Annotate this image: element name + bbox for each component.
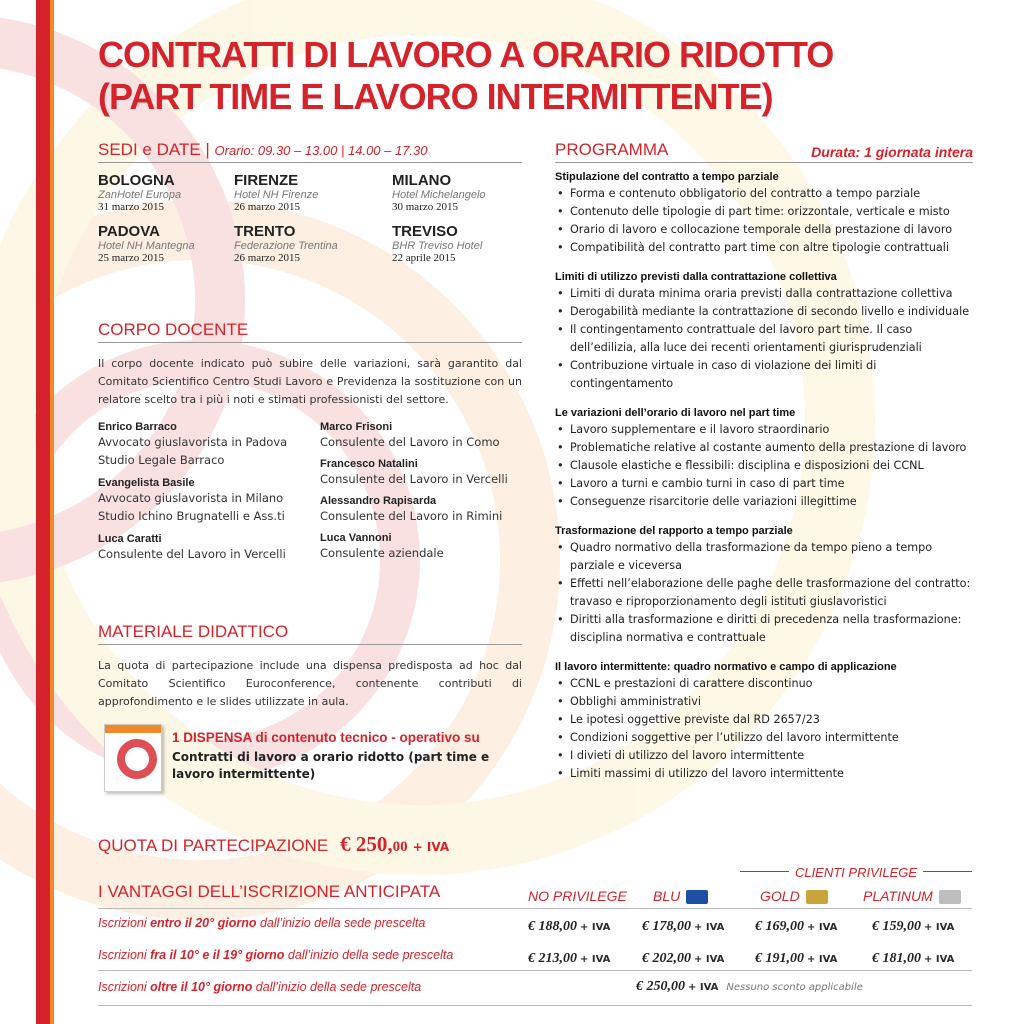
dispensa-desc: Contratti di lavoro a orario ridotto (part time e lavoro intermittente) bbox=[172, 750, 490, 781]
sede-city: MILANO bbox=[392, 172, 452, 189]
programma-item: • Clausole elastiche e flessibili: disciplina e disposizioni dei CCNL bbox=[555, 457, 973, 475]
programma-item: • Problematiche relative al costante aumento della prestazione di lavoro bbox=[555, 439, 973, 457]
title-line-2: (PART TIME E LAVORO INTERMITTENTE) bbox=[98, 76, 773, 117]
privilege-header bbox=[740, 862, 972, 881]
sede-hotel: Hotel Michelangelo bbox=[392, 189, 486, 201]
sede-city: TRENTO bbox=[234, 223, 296, 240]
iscrizione-last-price: € 250,00 + IVA Nessuno sconto applicabile bbox=[636, 979, 863, 994]
programma-item: • Diritti alla trasformazione e diritti di precedenza nella trasformazione: disciplina normativa e contrattuale bbox=[555, 611, 973, 647]
programma-block-title: Il lavoro intermittente: quadro normativo e campo di applicazione bbox=[555, 661, 897, 673]
docenti-right bbox=[320, 421, 530, 569]
docente-name: Luca Vannoni bbox=[320, 532, 392, 544]
durata-text: Durata: 1 giornata intera bbox=[811, 144, 973, 160]
programma-item: • Limiti di durata minima oraria previsti dalla contrattazione collettiva bbox=[555, 285, 973, 303]
docente bbox=[320, 532, 530, 562]
docente-role: Consulente del Lavoro in Rimini bbox=[320, 509, 503, 523]
programma-item: • Lavoro supplementare e il lavoro straordinario bbox=[555, 421, 973, 439]
sede-item bbox=[98, 223, 234, 264]
sedi-section bbox=[98, 140, 522, 163]
left-red-stripe bbox=[36, 0, 50, 1024]
programma-item: • Forma e contenuto obbligatorio del contratto a tempo parziale bbox=[555, 185, 973, 203]
sede-date: 25 marzo 2015 bbox=[98, 252, 164, 264]
programma-block bbox=[555, 661, 973, 783]
sedi-header bbox=[98, 140, 522, 163]
vantaggi-title: I VANTAGGI DELL’ISCRIZIONE ANTICIPATA bbox=[98, 882, 441, 901]
docente-role: Consulente del Lavoro in Vercelli bbox=[320, 472, 508, 486]
docente bbox=[98, 421, 308, 469]
platinum-card-icon bbox=[939, 890, 961, 904]
title-line-1: CONTRATTI DI LAVORO A ORARIO RIDOTTO bbox=[98, 34, 834, 75]
corpo-docente-section bbox=[98, 320, 522, 409]
orario-text: Orario: 09.30 – 13.00 | 14.00 – 17.30 bbox=[214, 143, 428, 158]
tier-blu: BLU bbox=[653, 886, 708, 905]
blu-card-icon bbox=[686, 890, 708, 904]
programma-block bbox=[555, 171, 973, 257]
materiale-text: La quota di partecipazione include una dispensa predisposta ad hoc dal Comitato Scientifico Euroconference, contenente contributi di approfondimento e le slides utilizzate in aula. bbox=[98, 659, 522, 708]
sede-item bbox=[392, 172, 528, 213]
dispensa-info bbox=[172, 730, 522, 783]
programma-block-title: Trasformazione del rapporto a tempo parziale bbox=[555, 525, 793, 537]
docente-role: Consulente del Lavoro in Como bbox=[320, 435, 500, 449]
left-orange-stripe bbox=[50, 0, 54, 1024]
iscrizione-price: € 169,00 + IVA bbox=[755, 919, 838, 934]
programma-block bbox=[555, 271, 973, 393]
sede-city: PADOVA bbox=[98, 223, 160, 240]
table-divider bbox=[98, 970, 972, 971]
docente-name: Marco Frisoni bbox=[320, 421, 393, 433]
iscrizione-row-label: Iscrizioni entro il 20° giorno dall’inizio della sede prescelta bbox=[98, 916, 426, 930]
programma-block bbox=[555, 407, 973, 511]
programma-block-title: Limiti di utilizzo previsti dalla contrattazione collettiva bbox=[555, 271, 837, 283]
dispensa-cover-image bbox=[104, 724, 162, 792]
sede-hotel: Federazione Trentina bbox=[234, 240, 338, 252]
gold-card-icon bbox=[806, 890, 828, 904]
docente-studio: Studio Ichino Brugnatelli e Ass.ti bbox=[98, 509, 285, 523]
docente-name: Alessandro Rapisarda bbox=[320, 495, 437, 507]
docente-name: Enrico Barraco bbox=[98, 421, 177, 433]
docente-role: Avvocato giuslavorista in Padova bbox=[98, 435, 288, 449]
iscrizione-price: € 213,00 + IVA bbox=[528, 951, 611, 966]
docente bbox=[98, 477, 308, 525]
sede-hotel: ZanHotel Europa bbox=[98, 189, 182, 201]
programma-section bbox=[555, 140, 973, 797]
programma-item: • Conseguenze risarcitorie delle variazioni illegittime bbox=[555, 493, 973, 511]
sede-hotel: Hotel NH Firenze bbox=[234, 189, 319, 201]
sede-city: TREVISO bbox=[392, 223, 458, 240]
sede-date: 26 marzo 2015 bbox=[234, 252, 300, 264]
materiale-section bbox=[98, 622, 522, 711]
docente-name: Luca Caratti bbox=[98, 533, 162, 545]
programma-item: • Lavoro a turni e cambio turni in caso di part time bbox=[555, 475, 973, 493]
clienti-privilege-label: CLIENTI PRIVILEGE bbox=[789, 865, 923, 880]
quota-section bbox=[98, 832, 598, 857]
iscrizione-price: € 191,00 + IVA bbox=[755, 951, 838, 966]
iscrizione-row-label: Iscrizioni fra il 10° e il 19° giorno dall’inizio della sede prescelta bbox=[98, 948, 454, 962]
docente bbox=[98, 533, 308, 563]
programma-item: • Contenuto delle tipologie di part time: orizzontale, verticale e misto bbox=[555, 203, 973, 221]
corpo-docente-title: CORPO DOCENTE bbox=[98, 320, 522, 343]
table-divider bbox=[98, 1005, 972, 1006]
iscrizione-price: € 181,00 + IVA bbox=[872, 951, 955, 966]
programma-block-title: Stipulazione del contratto a tempo parziale bbox=[555, 171, 779, 183]
programma-block bbox=[555, 525, 973, 647]
iscrizione-price: € 178,00 + IVA bbox=[642, 919, 725, 934]
programma-block-title: Le variazioni dell’orario di lavoro nel part time bbox=[555, 407, 796, 419]
city-grid bbox=[98, 172, 528, 292]
docenti-left bbox=[98, 421, 308, 571]
docente bbox=[320, 458, 530, 488]
tier-gold: GOLD bbox=[760, 886, 828, 905]
tier-no-privilege: NO PRIVILEGE bbox=[528, 888, 627, 904]
quota-price: € 250,00 bbox=[340, 832, 408, 856]
page-title bbox=[98, 34, 998, 118]
programma-blocks bbox=[555, 171, 973, 783]
tier-platinum: PLATINUM bbox=[863, 886, 961, 905]
programma-item: • Quadro normativo della trasformazione da tempo pieno a tempo parziale e viceversa bbox=[555, 539, 973, 575]
sede-city: BOLOGNA bbox=[98, 172, 175, 189]
sede-item bbox=[234, 172, 392, 213]
sede-date: 31 marzo 2015 bbox=[98, 201, 164, 213]
sede-date: 22 aprile 2015 bbox=[392, 252, 456, 264]
docente-role: Consulente aziendale bbox=[320, 546, 444, 560]
docente-role: Avvocato giuslavorista in Milano bbox=[98, 491, 284, 505]
programma-item: • Orario di lavoro e collocazione temporale della prestazione di lavoro bbox=[555, 221, 973, 239]
sede-item bbox=[98, 172, 234, 213]
programma-item: • Compatibilità del contratto part time con altre tipologie contrattuali bbox=[555, 239, 973, 257]
materiale-title: MATERIALE DIDATTICO bbox=[98, 622, 522, 645]
programma-item: • Contribuzione virtuale in caso di violazione dei limiti di contingentamento bbox=[555, 357, 973, 393]
programma-item: • Condizioni soggettive per l’utilizzo del lavoro intermittente bbox=[555, 729, 973, 747]
iscrizione-price: € 202,00 + IVA bbox=[642, 951, 725, 966]
docente-name: Evangelista Basile bbox=[98, 477, 195, 489]
programma-item: • Il contingentamento contrattuale del lavoro part time. Il caso dell’edilizia, alla luce dei recenti orientamenti giurisprudenziali bbox=[555, 321, 973, 357]
quota-label: QUOTA DI PARTECIPAZIONE bbox=[98, 836, 329, 855]
programma-title: PROGRAMMA bbox=[555, 140, 669, 159]
docente-name: Francesco Natalini bbox=[320, 458, 418, 470]
programma-header bbox=[555, 140, 973, 163]
programma-item: • I divieti di utilizzo del lavoro intermittente bbox=[555, 747, 973, 765]
programma-item: • CCNL e prestazioni di carattere discontinuo bbox=[555, 675, 973, 693]
sede-hotel: BHR Treviso Hotel bbox=[392, 240, 483, 252]
docente bbox=[320, 495, 530, 525]
corpo-docente-intro: Il corpo docente indicato può subire delle variazioni, sarà garantito dal Comitato Scientifico Centro Studi Lavoro e Previdenza la sostituzione con un relatore scelto tra i più i noti e stimati professionisti del settore. bbox=[98, 357, 522, 406]
table-divider bbox=[98, 908, 972, 909]
sedi-label: SEDI e DATE | bbox=[98, 140, 210, 159]
iscrizione-price: € 159,00 + IVA bbox=[872, 919, 955, 934]
docente bbox=[320, 421, 530, 451]
sede-date: 26 marzo 2015 bbox=[234, 201, 300, 213]
programma-item: • Le ipotesi oggettive previste dal RD 2657/23 bbox=[555, 711, 973, 729]
quota-iva: + IVA bbox=[412, 840, 450, 854]
programma-item: • Effetti nell’elaborazione delle paghe delle trasformazione del contratto: travaso e riproporzionamento degli istituti giuslavoristici bbox=[555, 575, 973, 611]
programma-item: • Obblighi amministrativi bbox=[555, 693, 973, 711]
sede-hotel: Hotel NH Mantegna bbox=[98, 240, 195, 252]
iscrizione-last-label: Iscrizioni oltre il 10° giorno dall’inizio della sede prescelta bbox=[98, 980, 422, 994]
sede-date: 30 marzo 2015 bbox=[392, 201, 458, 213]
dispensa-title: 1 DISPENSA di contenuto tecnico - operativo su bbox=[172, 730, 480, 745]
sede-item bbox=[234, 223, 392, 264]
sede-city: FIRENZE bbox=[234, 172, 299, 189]
programma-item: • Limiti massimi di utilizzo del lavoro intermittente bbox=[555, 765, 973, 783]
programma-item: • Derogabilità mediante la contrattazione di secondo livello e individuale bbox=[555, 303, 973, 321]
docente-studio: Studio Legale Barraco bbox=[98, 453, 225, 467]
docente-role: Consulente del Lavoro in Vercelli bbox=[98, 547, 286, 561]
iscrizione-price: € 188,00 + IVA bbox=[528, 919, 611, 934]
sede-item bbox=[392, 223, 528, 264]
